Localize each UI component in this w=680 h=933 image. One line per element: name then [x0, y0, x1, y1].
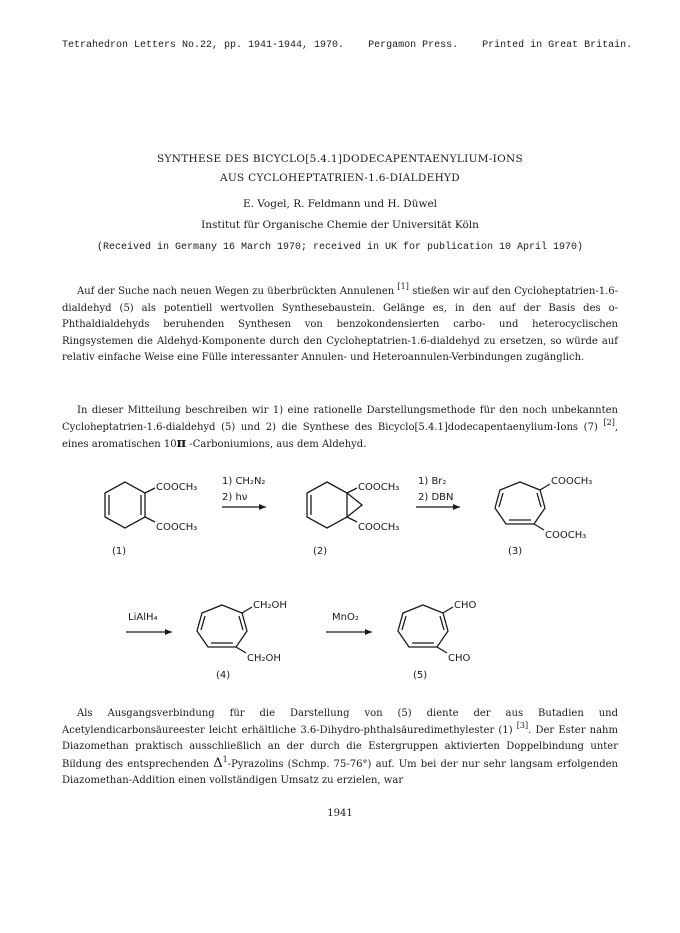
compound-3-ester-bottom: COOCH₃ [545, 530, 587, 541]
paragraph-3 [62, 706, 618, 790]
compound-5-structure [398, 605, 453, 653]
journal-citation: Tetrahedron Letters No.22, pp. 1941-1944, 1970. [62, 40, 345, 51]
reference-1: [1] [397, 282, 409, 291]
reagent-1a: 1) CH₂N₂ [222, 476, 266, 487]
title-line-1: SYNTHESE DES BICYCLO[5.4.1]DODECAPENTAENYLIUM-IONS [157, 153, 523, 165]
delta-superscript: 1 [222, 754, 228, 764]
running-header [62, 40, 642, 51]
compound-5-cho-top: CHO [454, 600, 477, 611]
para3-text-a: Als Ausgangsverbindung für die Darstellung von (5) diente der aus Butadien und Acetylendicarbonsäureester leicht erhältliche 3.6-Dihydro-phthalsäuredimethylester (1) [62, 708, 618, 736]
para2-text-a: In dieser Mitteilung beschreiben wir 1) eine rationelle Darstellungsmethode für den noch unbekannten Cycloheptatrien-1.6-dialdehyd (5) und 2) die Synthese des Bicyclo[5.4.1]dodecapentaenylium-Ions (7) [62, 405, 618, 433]
compound-4-ch2oh-top: CH₂OH [253, 600, 287, 611]
publisher: Pergamon Press. [368, 40, 459, 51]
received-dates: (Received in Germany 16 March 1970; received in UK for publication 10 April 1970) [96, 242, 584, 253]
institution: Institut für Organische Chemie der Universität Köln [201, 219, 479, 231]
compound-1-structure [105, 482, 155, 528]
authors: E. Vogel, R. Feldmann und H. Düwel [242, 198, 438, 210]
compound-4-structure [197, 605, 252, 653]
pi-symbol: π [176, 436, 187, 451]
para2-text-b: , eines aromatischen 10 [62, 421, 619, 450]
compound-2-label: (2) [313, 546, 328, 557]
compound-1-label: (1) [112, 546, 127, 557]
page-number: 1941 [327, 808, 353, 819]
compound-2-ester-top: COOCH₃ [358, 482, 400, 493]
para3-text-b: . Der Ester nahm Diazomethan praktisch ausschließlich an der durch die Estergruppen aktivierten Doppelbindung unter Bildung des entsprechenden [62, 724, 618, 770]
compound-5-label: (5) [413, 670, 428, 681]
printed-note: Printed in Great Britain. [482, 40, 633, 51]
compound-2-structure [307, 482, 362, 528]
paragraph-2 [62, 403, 618, 454]
compound-2-ester-bottom: COOCH₃ [358, 522, 400, 533]
compound-1-ester-top: COOCH₃ [156, 482, 198, 493]
reagent-2b: 2) DBN [418, 492, 454, 503]
reagent-4: MnO₂ [332, 612, 359, 623]
compound-3-structure [495, 482, 550, 530]
reference-3: [3] [516, 720, 529, 730]
compound-4-ch2oh-bottom: CH₂OH [247, 653, 281, 664]
reagent-3: LiAlH₄ [128, 612, 158, 623]
reaction-scheme [0, 462, 680, 692]
reagent-2a: 1) Br₂ [418, 476, 447, 487]
compound-4-label: (4) [216, 670, 231, 681]
compound-5-cho-bottom: CHO [448, 653, 471, 664]
paragraph-1 [62, 284, 618, 367]
para2-text-c: -Carboniumions, aus dem Aldehyd. [189, 439, 367, 450]
compound-3-label: (3) [508, 546, 523, 557]
para3-text-c: -Pyrazolins (Schmp. 75-76°) auf. Um bei der nur sehr langsam erfolgenden Diazomethan-Addition einen vollständigen Umsatz zu erzielen, war [62, 758, 618, 786]
title-line-2: AUS CYCLOHEPTATRIEN-1.6-DIALDEHYD [220, 172, 460, 184]
reagent-1b: 2) hν [222, 492, 248, 503]
compound-3-ester-top: COOCH₃ [551, 476, 593, 487]
delta-symbol: Δ [213, 755, 223, 771]
para1-text-b: stießen wir auf den Cycloheptatrien-1.6-dialdehyd (5) als potentiell wertvollen Synthesebaustein. Gelänge es, in den auf der Basis des o-Phthaldialdehyds beruhenden Synthesen von benzokondensierten carbo- und heterocyclischen Ringsystemen die Aldehyd-Komponente durch den Cycloheptatrien-1.6-dialdehyd zu ersetzen, so würde auf relativ einfache Weise eine Fülle interessanter Annulen- und Heteroannulen-Verbindungen zugänglich. [62, 286, 618, 363]
reference-2: [2] [603, 417, 615, 427]
para1-text-a: Auf der Suche nach neuen Wegen zu überbrückten Annulenen [77, 286, 395, 297]
compound-1-ester-bottom: COOCH₃ [156, 522, 198, 533]
